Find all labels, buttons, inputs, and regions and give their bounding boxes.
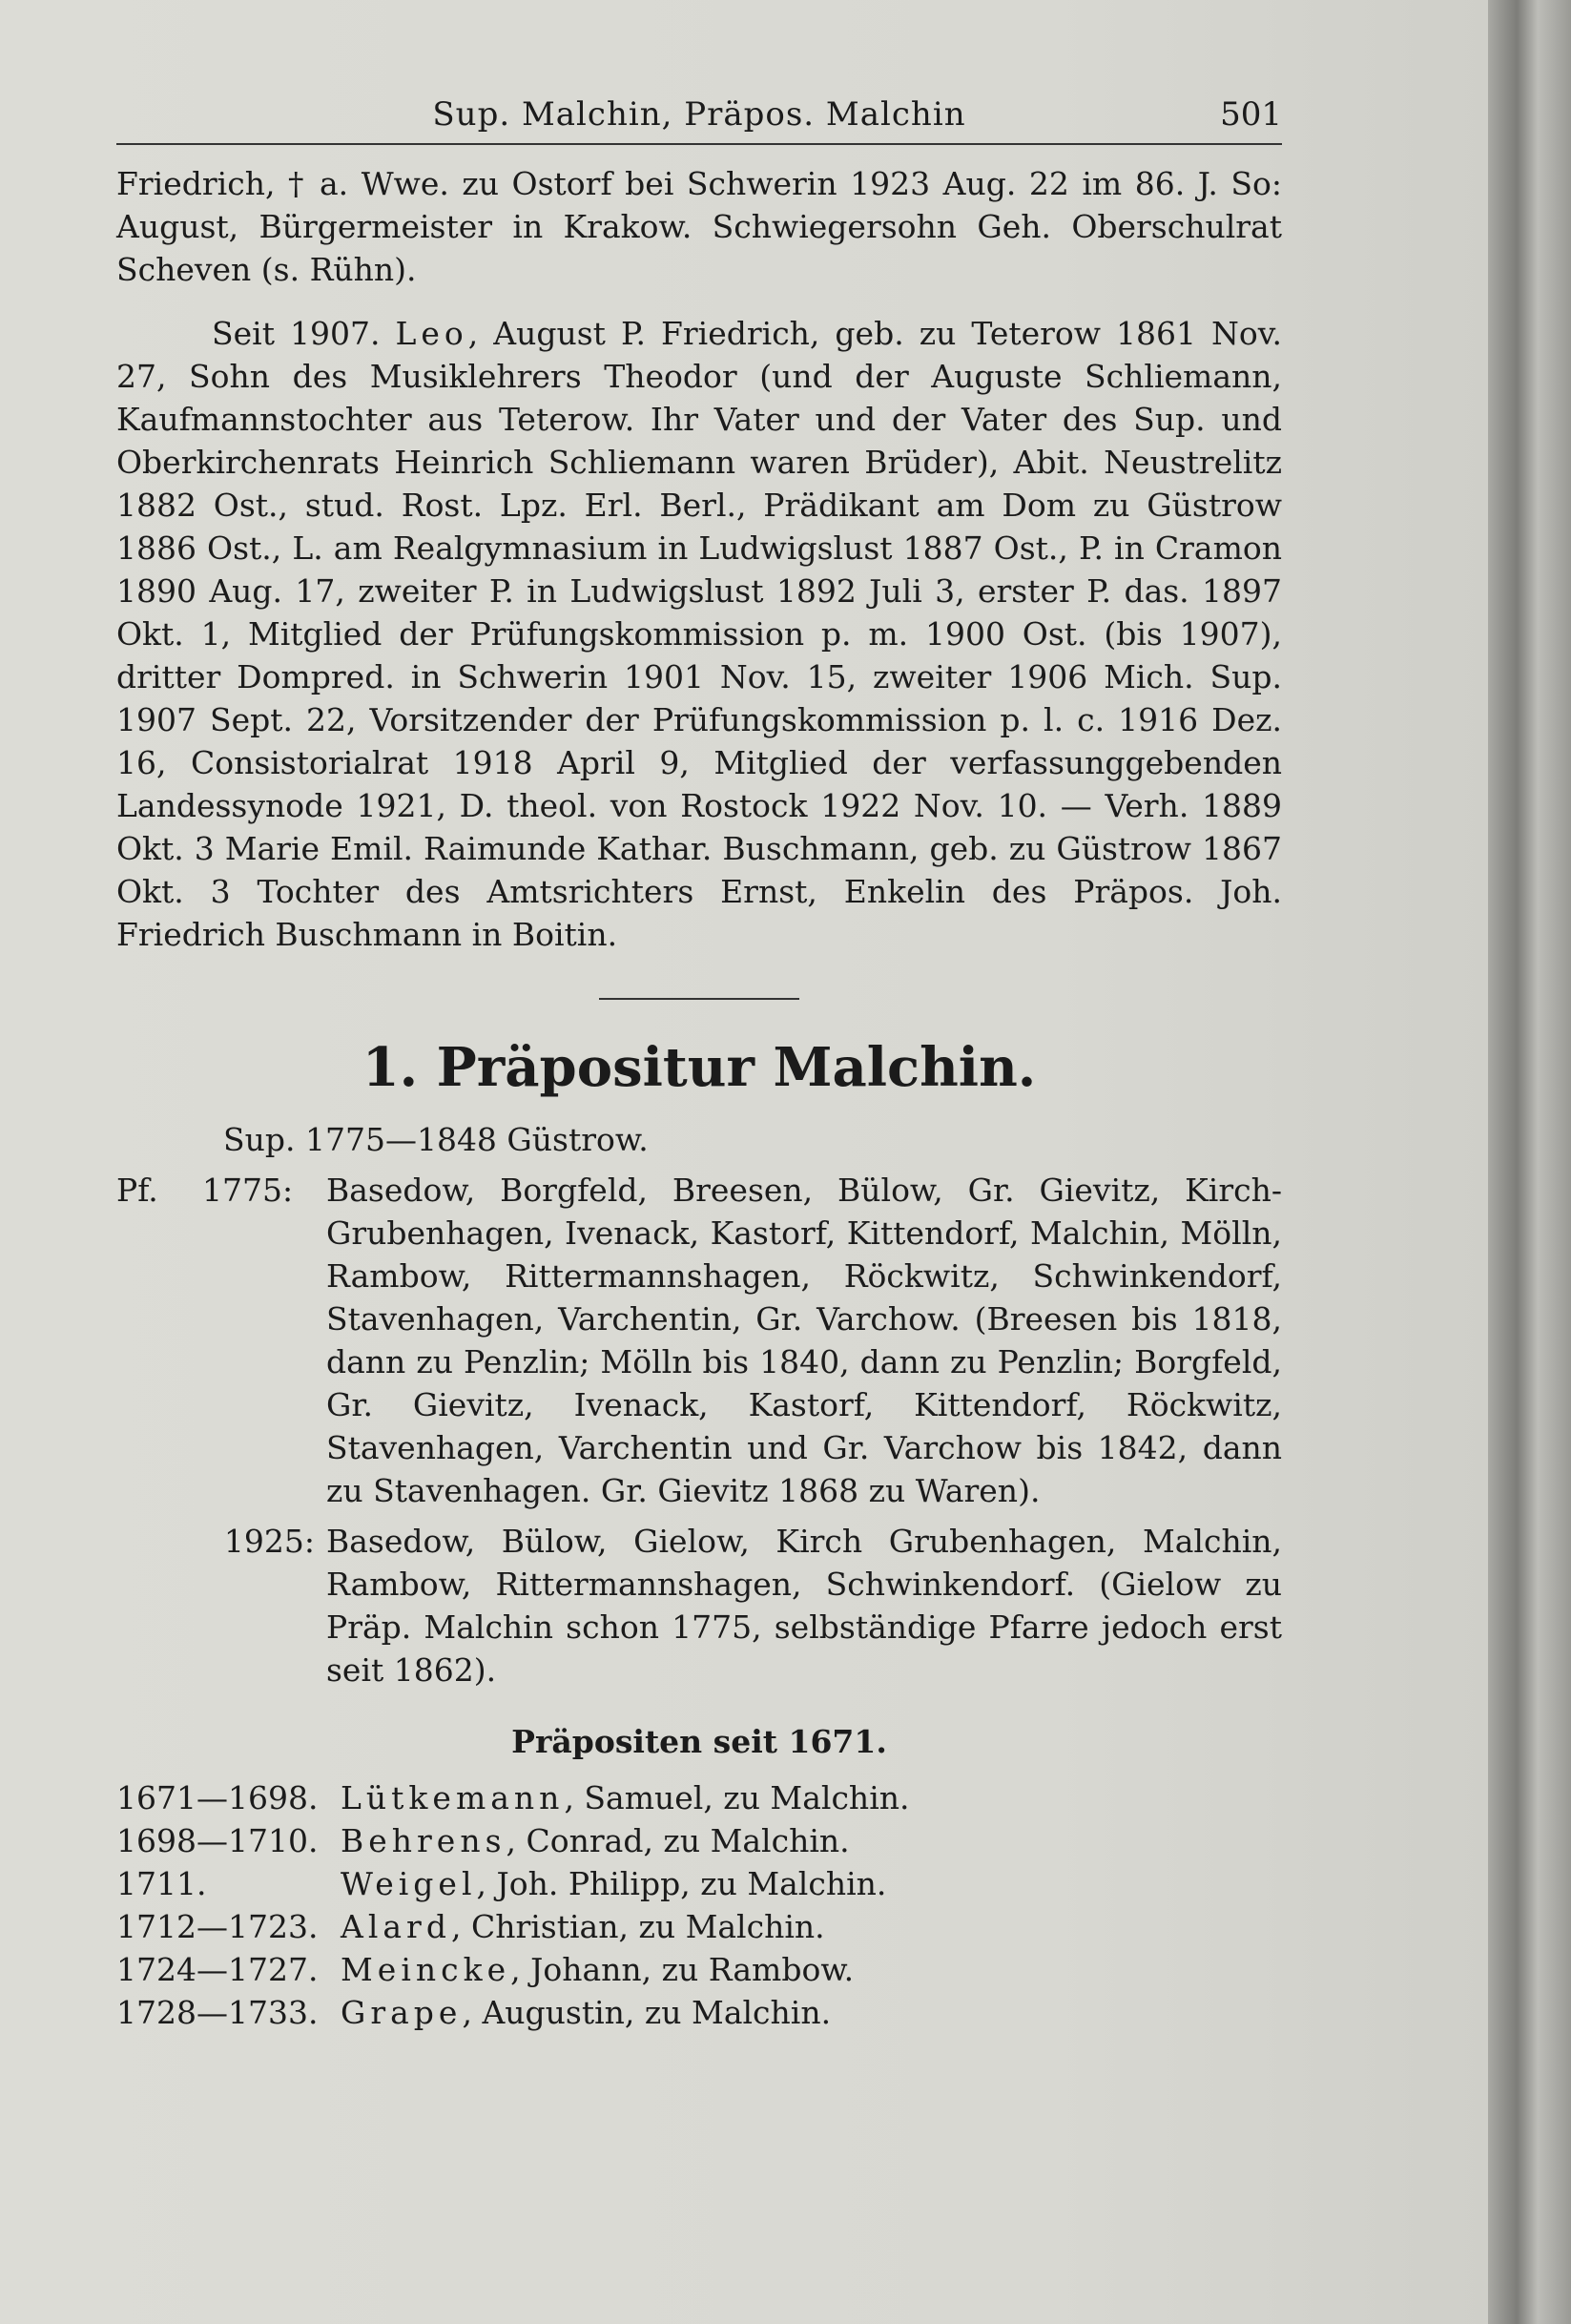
list-heading: Präpositen seit 1671. — [511, 1723, 887, 1760]
superintendentur-line: Sup. 1775—1848 Güstrow. — [223, 1121, 649, 1158]
page-number: 501 — [1220, 95, 1282, 134]
list-item — [116, 1948, 1282, 1991]
parishes-text: Basedow, Bülow, Gielow, Kirch Grubenhagen, Malchin, Rambow, Rittermannshagen, Schwinkendorf. (Gielow zu Präp. Malchin schon 1775, selbständige Pfarre jedoch erst seit 1862). — [326, 1523, 1282, 1689]
year-label: 1925: — [223, 1523, 315, 1560]
parishes-1925 — [116, 1520, 1282, 1691]
list-item — [116, 1862, 1282, 1905]
entry-name: Behrens — [341, 1822, 506, 1859]
pf-label: Pf. — [116, 1172, 158, 1209]
entry-details: , Christian, zu Malchin. — [450, 1908, 825, 1945]
entry-name: Alard — [341, 1908, 451, 1945]
paragraph-continuation: Friedrich, † a. Wwe. zu Ostorf bei Schwerin 1923 Aug. 22 im 86. J. So: August, Bürgermeister in Krakow. Schwiegersohn Geh. Oberschulrat Scheven (s. Rühn). — [116, 165, 1282, 288]
entry-details: , Johann, zu Rambow. — [510, 1951, 855, 1988]
entry-details: , Samuel, zu Malchin. — [564, 1779, 910, 1816]
list-item — [116, 1991, 1282, 2034]
entry-years: 1728—1733. — [116, 1994, 319, 2031]
list-item — [116, 1776, 1282, 1819]
entry-details: , Joh. Philipp, zu Malchin. — [476, 1865, 887, 1902]
entry-name: Grape — [341, 1994, 463, 2031]
entry-years: 1671—1698. — [116, 1779, 319, 1816]
entry-name: Weigel — [341, 1865, 477, 1902]
paragraph-leo — [116, 312, 1282, 956]
list-item — [116, 1819, 1282, 1862]
paragraph-body: , August P. Friedrich, geb. zu Teterow 1861 Nov. 27, Sohn des Musiklehrers Theodor (und der Auguste Schliemann, Kaufmannstochter aus Teterow. Ihr Vater und der Vater des Sup. und Oberkirchenrats Heinrich Schliemann waren Brüder), Abit. Neustrelitz 1882 Ost., stud. Rost. Lpz. Erl. Berl., Prädikant am Dom zu Güstrow 1886 Ost., L. am Realgymnasium in Ludwigslust 1887 Ost., P. in Cramon 1890 Aug. 17, zweiter P. in Ludwigslust 1892 Juli 3, erster P. das. 1897 Okt. 1, Mitglied der Prüfungskommission p. m. 1900 Ost. (bis 1907), dritter Dompred. in Schwerin 1901 Nov. 15, zweiter 1906 Mich. Sup. 1907 Sept. 22, Vorsitzender der Prüfungskommission p. l. c. 1916 Dez. 16, Consistorialrat 1918 April 9, Mitglied der verfassunggebenden Landessynode 1921, D. theol. von Rostock 1922 Nov. 10. — Verh. 1889 Okt. 3 Marie Emil. Raimunde Kathar. Buschmann, geb. zu Güstrow 1867 Okt. 3 Tochter des Amtsrichters Ernst, Enkelin des Präpos. Joh. Friedrich Buschmann in Boitin. — [116, 315, 1283, 953]
section-divider — [599, 998, 799, 1000]
entry-details: , Augustin, zu Malchin. — [462, 1994, 832, 2031]
entry-years: 1712—1723. — [116, 1908, 319, 1945]
section-title: 1. Präpositur Malchin. — [362, 1036, 1037, 1099]
praepositen-list — [116, 1776, 1282, 2034]
entry-name: Meincke — [341, 1951, 511, 1988]
entry-years: 1724—1727. — [116, 1951, 319, 1988]
entry-years: 1711. — [116, 1865, 207, 1902]
year-label: 1775: — [202, 1172, 294, 1209]
page-text — [116, 86, 1282, 2034]
paragraph-lead: Seit 1907. — [212, 315, 396, 352]
entry-years: 1698—1710. — [116, 1822, 319, 1859]
book-spine — [1488, 0, 1571, 2324]
parishes-1775 — [116, 1169, 1282, 1512]
running-title: Sup. Malchin, Präpos. Malchin — [432, 95, 966, 134]
entry-details: , Conrad, zu Malchin. — [506, 1822, 850, 1859]
list-item — [116, 1905, 1282, 1948]
entry-name: Lütkemann — [341, 1779, 565, 1816]
parishes-text: Basedow, Borgfeld, Breesen, Bülow, Gr. Gievitz, Kirch-Grubenhagen, Ivenack, Kastorf, Kittendorf, Malchin, Mölln, Rambow, Rittermannshagen, Röckwitz, Schwinkendorf, Stavenhagen, Varchentin, Gr. Varchow. (Breesen bis 1818, dann zu Penzlin; Mölln bis 1840, dann zu Penzlin; Borgfeld, Gr. Gievitz, Ivenack, Kastorf, Kittendorf, Röckwitz, Stavenhagen, Varchentin und Gr. Varchow bis 1842, dann zu Stavenhagen. Gr. Gievitz 1868 zu Waren). — [326, 1172, 1282, 1509]
person-name: Leo — [395, 315, 468, 352]
page-header — [116, 86, 1282, 145]
